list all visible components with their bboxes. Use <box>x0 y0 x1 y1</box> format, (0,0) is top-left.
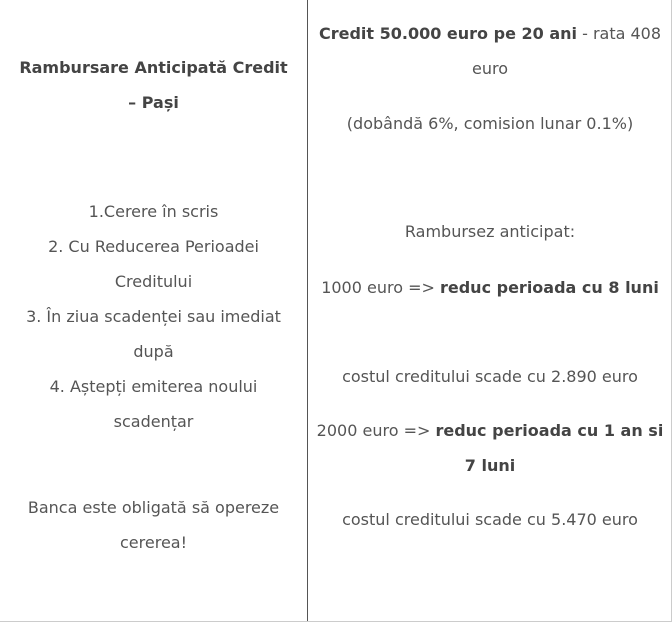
bank-obligation-note: Banca este obligată să opereze cererea! <box>27 498 280 552</box>
example-column <box>308 0 672 622</box>
credit-terms: (dobândă 6%, comision lunar 0.1%) <box>346 114 634 133</box>
steps-title: Rambursare Anticipată Credit – Pași <box>19 58 288 112</box>
steps-column <box>0 0 307 622</box>
credit-headline: Credit 50.000 euro pe 20 ani - rata 408 euro <box>318 24 662 78</box>
step-2: 2. Cu Reducerea Perioadei Creditului <box>48 237 259 291</box>
scenario-2: 2000 euro => reduc perioada cu 1 an si 7 luni <box>316 421 664 475</box>
scenario-1-cost: costul creditului scade cu 2.890 euro <box>342 367 638 386</box>
prepay-label: Rambursez anticipat: <box>404 222 576 241</box>
step-1: 1.Cerere în scris <box>88 202 219 221</box>
scenario-1: 1000 euro => reduc perioada cu 8 luni <box>321 278 659 297</box>
step-3: 3. În ziua scadenței sau imediat după <box>26 307 281 361</box>
scenario-2-cost: costul creditului scade cu 5.470 euro <box>342 510 638 529</box>
step-4: 4. Aștepți emiterea noului scadențar <box>49 377 258 431</box>
steps-list <box>0 194 307 439</box>
